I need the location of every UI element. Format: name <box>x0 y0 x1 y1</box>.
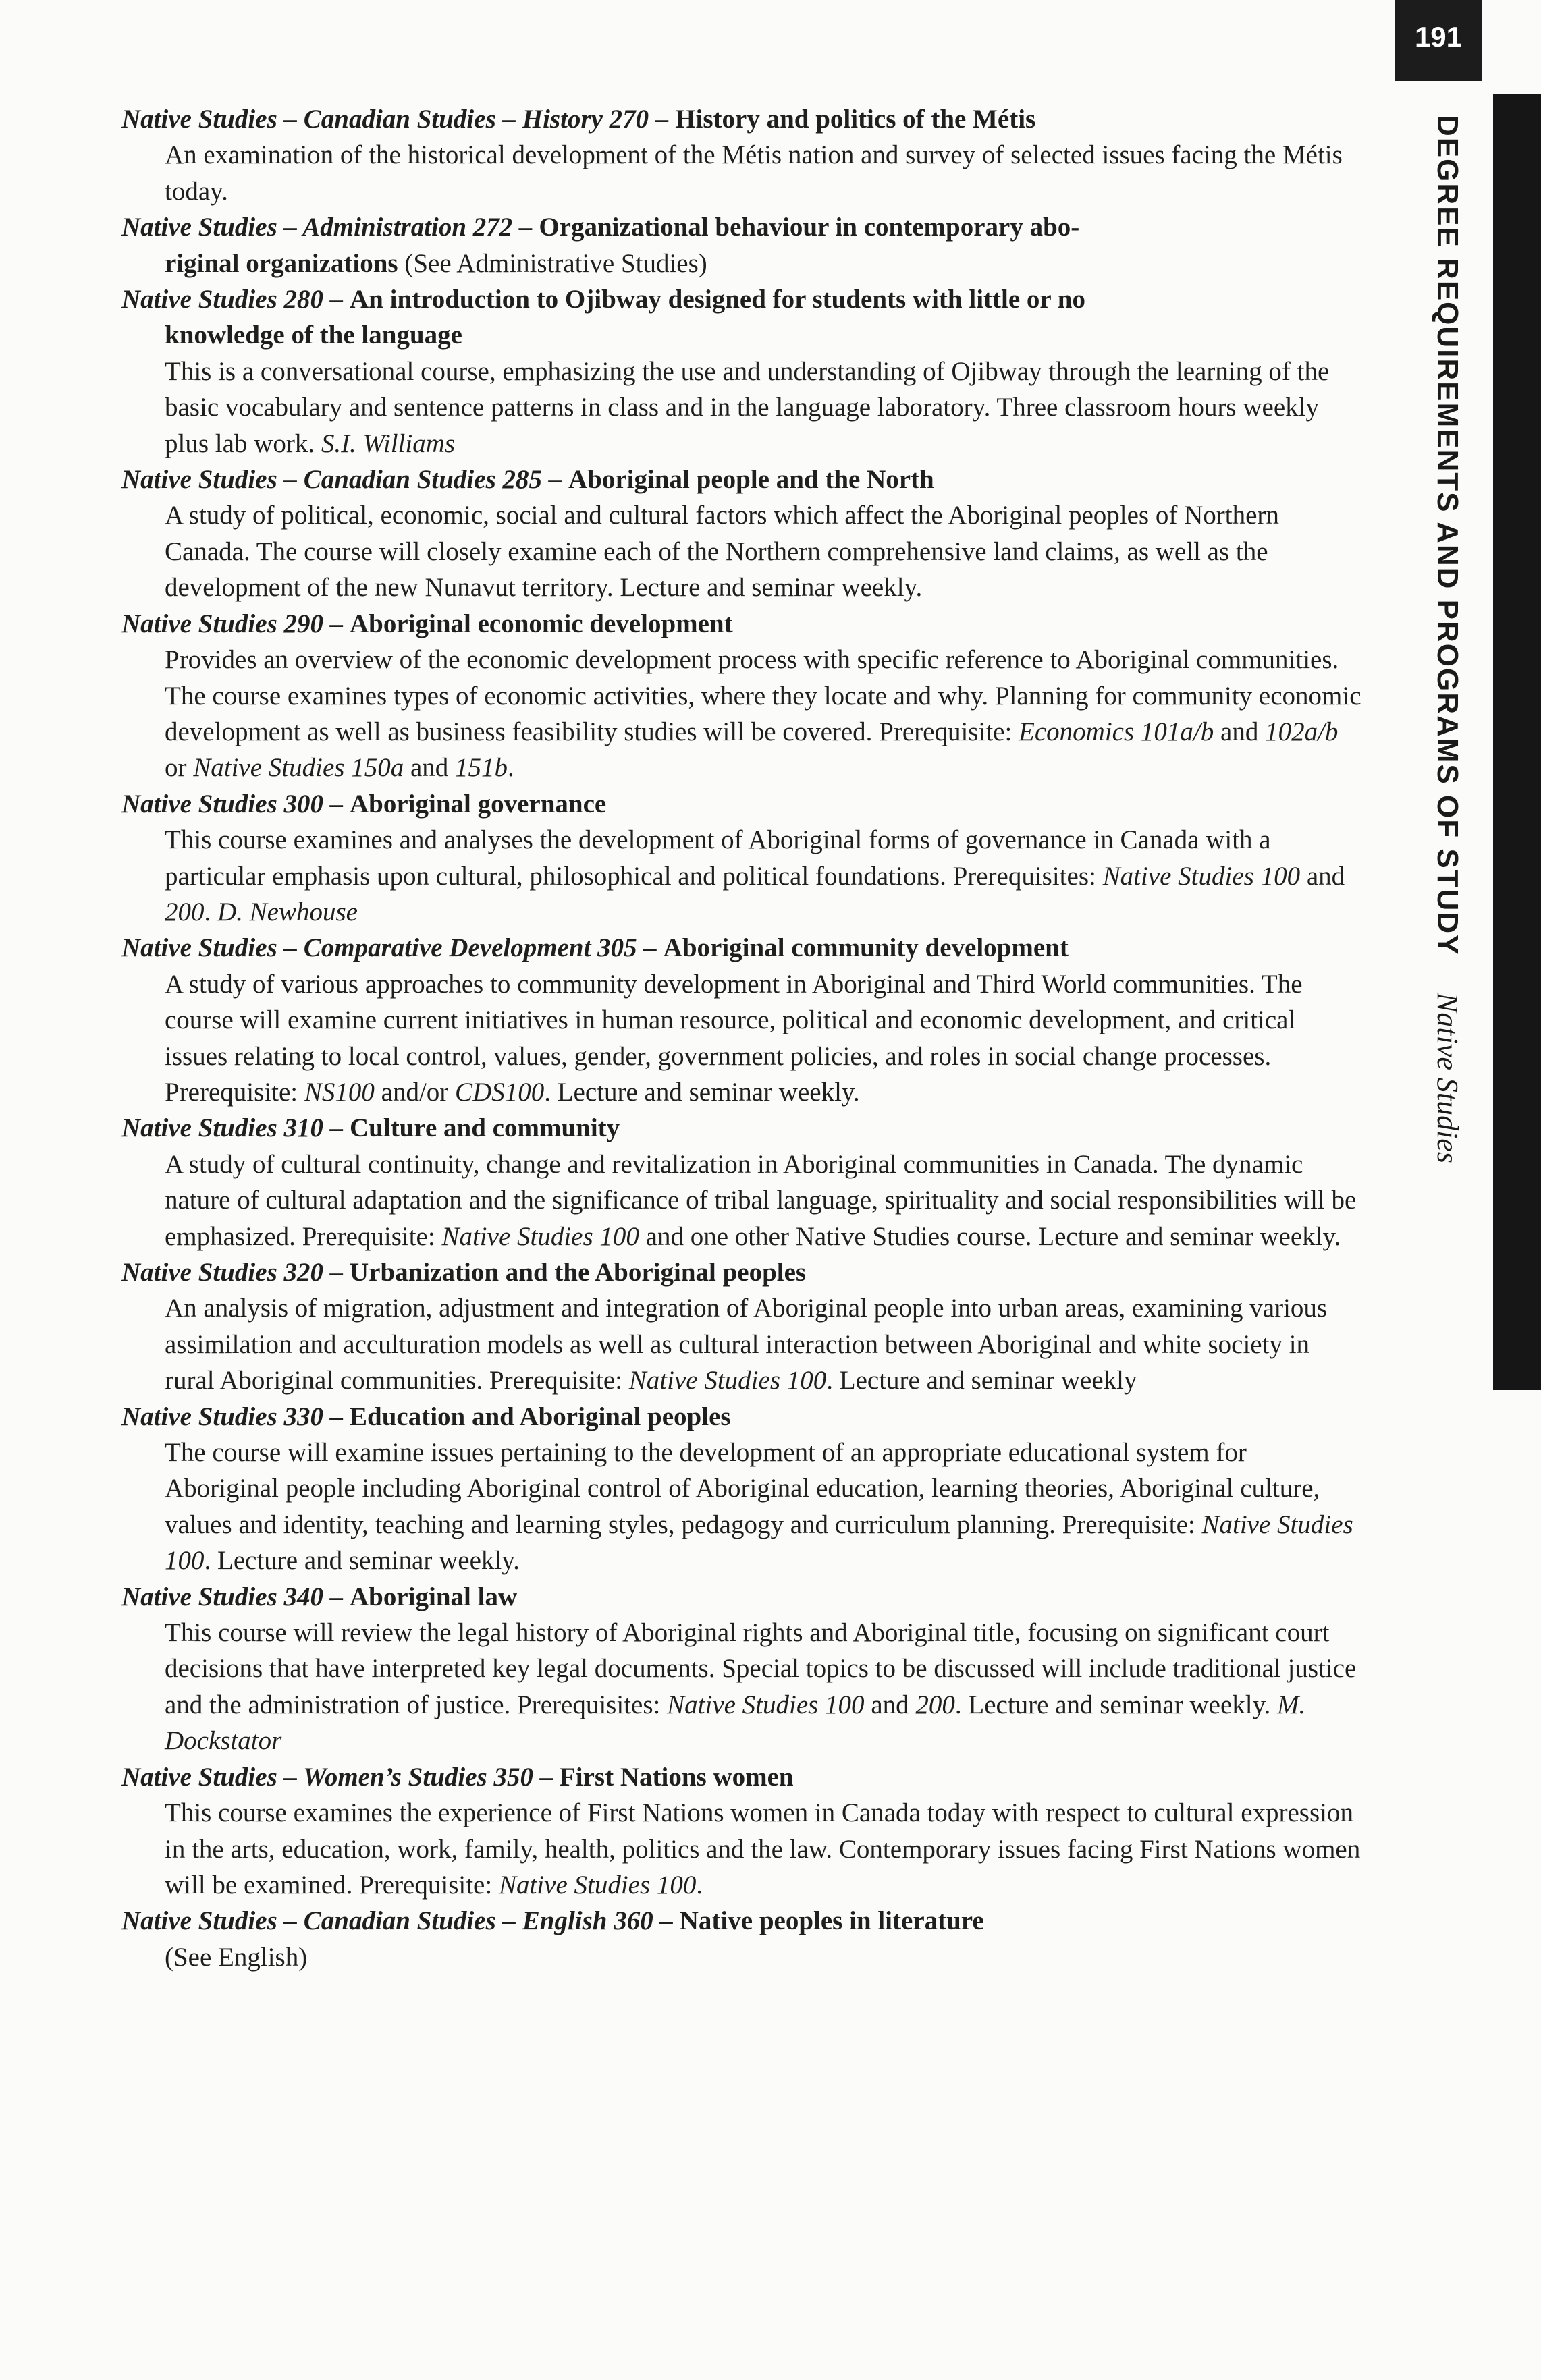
course-reference: S.I. Williams <box>321 428 456 458</box>
course-heading <box>121 209 1363 245</box>
course-entry <box>121 606 1363 786</box>
side-tab-bar <box>1493 94 1541 1390</box>
course-reference: D. Newhouse <box>217 897 358 926</box>
course-entry <box>121 462 1363 606</box>
course-text: A study of cultural continuity, change and revitalization in Aboriginal communities in Canada. The dynamic nature of cultural adaptation and the significance of tribal language, spirituality and social responsibilities will be emphasized. Prerequisite: <box>165 1149 1357 1251</box>
course-reference: Native Studies 100 <box>628 1366 827 1395</box>
course-text: An analysis of migration, adjustment and integration of Aboriginal people into urban areas, examining various assimilation and acculturation models as well as cultural interaction between Aboriginal and white society in rural Aboriginal communities. Prerequisite: <box>165 1294 1328 1395</box>
course-title: Aboriginal people and the North <box>568 465 934 495</box>
course-text: . Lecture and seminar weekly. <box>204 1546 520 1576</box>
side-title-sub: Native Studies <box>1431 992 1464 1163</box>
course-heading <box>121 281 1363 317</box>
course-description <box>121 354 1363 462</box>
course-heading <box>121 1579 1363 1615</box>
course-heading <box>121 930 1363 966</box>
side-title-main: DEGREE REQUIREMENTS AND PROGRAMS OF STUDY <box>1431 115 1464 956</box>
course-code: Native Studies – Comparative Development 305 – <box>121 933 664 963</box>
course-entry <box>121 1903 1363 1975</box>
course-reference: Native Studies 100 <box>498 1870 697 1900</box>
course-title: Organizational behaviour in contemporary abo- <box>539 213 1080 242</box>
side-section-title <box>1411 115 1465 1329</box>
course-text: This course examines the experience of First Nations women in Canada today with respect to cultural expression in the arts, education, work, family, health, politics and the law. Contemporary issues facing First Nations women will be examined. Prerequisite: <box>165 1798 1361 1900</box>
course-description <box>121 1615 1363 1759</box>
course-code: Native Studies 330 – <box>121 1402 350 1431</box>
course-title: An introduction to Ojibway designed for students with little or no <box>350 285 1085 314</box>
course-title: Aboriginal economic development <box>350 609 733 638</box>
course-code: Native Studies 300 – <box>121 789 350 819</box>
course-reference: Native Studies 150a <box>193 753 404 783</box>
course-code: Native Studies 340 – <box>121 1582 350 1611</box>
course-text: and/or <box>374 1077 456 1107</box>
course-title-continued <box>121 317 1363 353</box>
course-text: This course examines and analyses the development of Aboriginal forms of governance in Canada with a particular emphasis upon cultural, philosophical and political foundations. Prerequisites: <box>165 825 1271 891</box>
course-title: Aboriginal law <box>350 1582 518 1611</box>
course-code: Native Studies 280 – <box>121 285 350 314</box>
course-reference: M. Dockstator <box>165 1690 1306 1756</box>
course-heading <box>121 462 1363 497</box>
course-code: Native Studies 290 – <box>121 609 350 638</box>
course-heading <box>121 101 1363 137</box>
course-title: Culture and community <box>350 1113 620 1143</box>
course-title: First Nations women <box>559 1762 794 1792</box>
course-entry <box>121 1399 1363 1579</box>
course-title: Education and Aboriginal peoples <box>350 1402 731 1431</box>
course-text: . Lecture and seminar weekly. <box>544 1077 860 1107</box>
course-heading <box>121 606 1363 642</box>
course-heading <box>121 1110 1363 1146</box>
course-description <box>121 1939 1363 1975</box>
course-list <box>121 101 1363 1975</box>
course-title: History and politics of the Métis <box>675 105 1036 134</box>
course-reference: 200 <box>165 897 205 926</box>
course-text: Provides an overview of the economic development process with specific reference to Aboriginal communities. The course examines types of economic activities, where they locate and why. Planning for community economic development as well as business feasibility studies will be covered. Prerequisite: <box>165 645 1361 746</box>
course-text: This course will review the legal history of Aboriginal rights and Aboriginal title, focusing on significant court decisions that have interpreted key legal documents. Special topics to be discussed will include traditional justice and the administration of justice. Prerequisites: <box>165 1618 1357 1719</box>
course-text: An examination of the historical development of the Métis nation and survey of selected issues facing the Métis today. <box>165 140 1343 206</box>
course-text: This is a conversational course, emphasizing the use and understanding of Ojibway through the learning of the basic vocabulary and sentence patterns in class and in the language laboratory. Three classroom hours weekly plus lab work. <box>165 356 1330 458</box>
course-reference: Native Studies 100 <box>165 1510 1353 1576</box>
course-description <box>121 1146 1363 1254</box>
course-reference: Native Studies 100 <box>441 1221 639 1251</box>
course-text: . Lecture and seminar weekly. <box>954 1690 1278 1719</box>
course-entry <box>121 1110 1363 1254</box>
course-title: Native peoples in literature <box>679 1906 984 1936</box>
course-description <box>121 822 1363 930</box>
course-text: . <box>508 753 514 783</box>
course-entry <box>121 1759 1363 1904</box>
course-reference: Native Studies 100 <box>1102 861 1301 891</box>
course-reference: Economics 101a/b <box>1019 717 1214 746</box>
course-heading <box>121 1399 1363 1435</box>
course-code: Native Studies – Women’s Studies 350 – <box>121 1762 560 1792</box>
course-entry <box>121 209 1363 281</box>
course-description: (See Administrative Studies) <box>404 248 707 278</box>
course-code: Native Studies – Canadian Studies – English 360 – <box>121 1906 680 1936</box>
course-description <box>121 1435 1363 1579</box>
course-text: . <box>204 897 217 926</box>
course-reference: Native Studies 100 <box>667 1690 865 1719</box>
course-text: (See English) <box>165 1942 308 1972</box>
page-number: 191 <box>1395 0 1482 81</box>
course-reference: 200 <box>915 1690 955 1719</box>
course-text: The course will examine issues pertaining to the development of an appropriate educational system for Aboriginal people including Aboriginal control of Aboriginal education, learning theories, Aboriginal culture, values and identity, teaching and learning styles, pedagogy and curriculum planning. Prerequisite: <box>165 1438 1320 1539</box>
course-code: Native Studies – Administration 272 – <box>121 213 539 242</box>
course-title-line-2: riginal organizations <box>165 248 398 278</box>
course-title: Aboriginal community development <box>663 933 1069 963</box>
course-description <box>121 1795 1363 1903</box>
course-entry <box>121 786 1363 931</box>
course-description <box>121 642 1363 786</box>
course-reference: CDS100 <box>455 1077 545 1107</box>
course-code: Native Studies – Canadian Studies 285 – <box>121 465 569 495</box>
course-text: and <box>404 753 456 783</box>
course-title-continued <box>121 246 1363 281</box>
course-title: Urbanization and the Aboriginal peoples <box>350 1258 807 1287</box>
course-description <box>121 137 1363 209</box>
course-entry <box>121 930 1363 1110</box>
course-reference: 151b <box>455 753 508 783</box>
course-entry <box>121 281 1363 462</box>
course-code: Native Studies 310 – <box>121 1113 350 1143</box>
course-entry <box>121 1579 1363 1759</box>
course-heading <box>121 786 1363 822</box>
course-description <box>121 497 1363 605</box>
course-text: or <box>165 753 194 783</box>
course-text: and <box>1214 717 1266 746</box>
course-title: Aboriginal governance <box>350 789 607 819</box>
course-title-line-2: knowledge of the language <box>165 321 462 350</box>
course-code: Native Studies 320 – <box>121 1258 350 1287</box>
course-reference: NS100 <box>304 1077 375 1107</box>
course-text: and <box>1300 861 1345 891</box>
course-code: Native Studies – Canadian Studies – History 270 – <box>121 105 676 134</box>
course-description <box>121 1290 1363 1398</box>
course-entry <box>121 1254 1363 1399</box>
course-entry <box>121 101 1363 209</box>
course-text: A study of various approaches to community development in Aboriginal and Third World communities. The course will examine current initiatives in human resource, political and economic development, and critical issues relating to local control, values, gender, government policies, and roles in social change processes. Prerequisite: <box>165 969 1303 1107</box>
course-text: and one other Native Studies course. Lecture and seminar weekly. <box>639 1221 1341 1251</box>
course-text: . Lecture and seminar weekly <box>826 1366 1137 1395</box>
course-text: A study of political, economic, social and cultural factors which affect the Aboriginal peoples of Northern Canada. The course will closely examine each of the Northern comprehensive land claims, as well as the development of the new Nunavut territory. Lecture and seminar weekly. <box>165 501 1279 603</box>
course-description <box>121 966 1363 1111</box>
course-heading <box>121 1759 1363 1795</box>
course-text: . <box>696 1870 703 1900</box>
course-heading <box>121 1903 1363 1939</box>
course-text: and <box>864 1690 916 1719</box>
course-heading <box>121 1254 1363 1290</box>
course-reference: 102a/b <box>1265 717 1339 746</box>
